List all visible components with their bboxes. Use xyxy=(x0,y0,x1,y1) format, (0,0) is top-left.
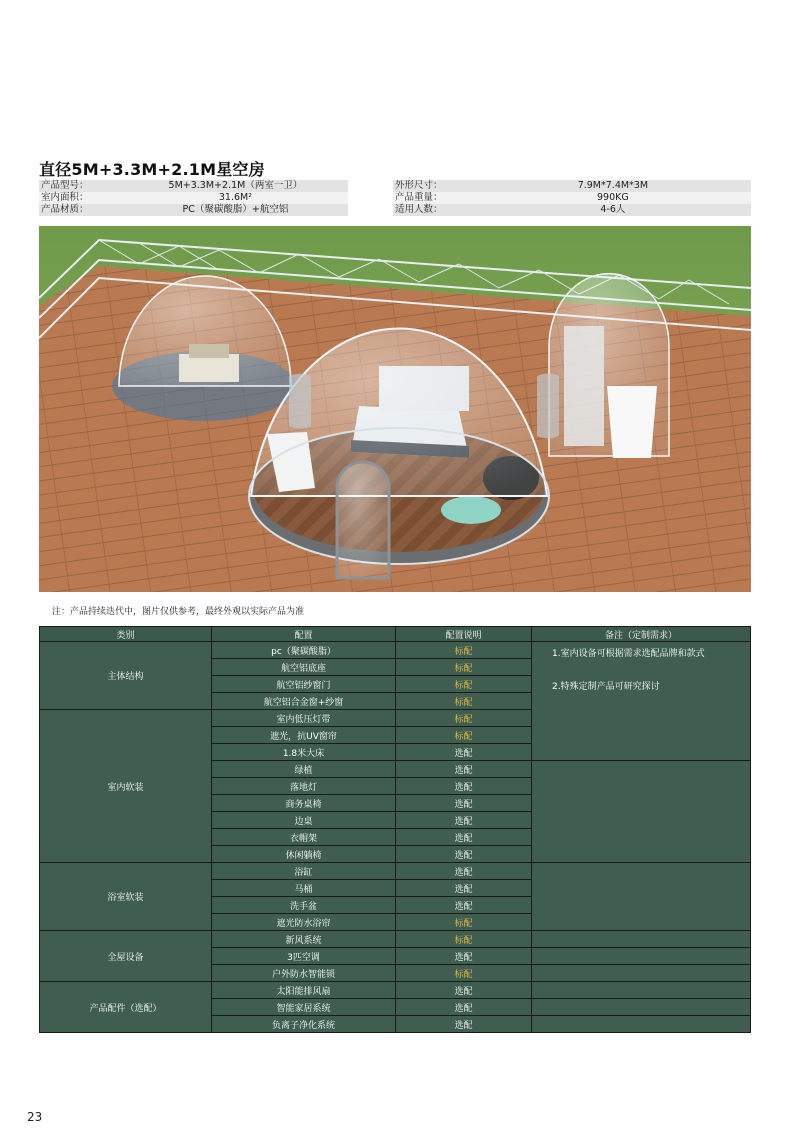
config-item: 休闲躺椅 xyxy=(212,846,396,863)
spec-value: 990KG xyxy=(475,192,751,204)
config-item: 新风系统 xyxy=(212,931,396,948)
remarks-cell-empty xyxy=(532,761,751,863)
configuration-table xyxy=(39,626,751,1033)
config-option: 标配 xyxy=(396,693,532,710)
config-option: 选配 xyxy=(396,999,532,1016)
remarks-cell-empty xyxy=(532,965,751,982)
config-option: 选配 xyxy=(396,846,532,863)
spec-table xyxy=(39,180,751,216)
config-item: 户外防水智能锁 xyxy=(212,965,396,982)
remark-line: 1.室内设备可根据需求选配品牌和款式 xyxy=(552,649,705,659)
config-option: 选配 xyxy=(396,863,532,880)
config-option: 选配 xyxy=(396,812,532,829)
col-header-remarks: 备注（定制需求） xyxy=(532,627,751,642)
table-row xyxy=(40,642,751,659)
col-header-category: 类别 xyxy=(40,627,212,642)
spec-label: 产品材质： xyxy=(39,204,123,216)
remarks-cell-empty xyxy=(532,982,751,999)
config-option: 选配 xyxy=(396,829,532,846)
product-photo xyxy=(39,226,751,592)
config-item: 遮光防水浴帘 xyxy=(212,914,396,931)
config-option: 选配 xyxy=(396,897,532,914)
remarks-cell-empty xyxy=(532,999,751,1016)
spec-label: 室内面积： xyxy=(39,192,123,204)
config-item: 航空铝底座 xyxy=(212,659,396,676)
spec-value: 31.6M² xyxy=(123,192,348,204)
spec-value: 7.9M*7.4M*3M xyxy=(475,180,751,192)
spec-label: 产品重量： xyxy=(393,192,475,204)
page-number: 23 xyxy=(27,1110,43,1124)
category-cell: 全屋设备 xyxy=(40,931,212,982)
config-item: 太阳能排风扇 xyxy=(212,982,396,999)
config-option: 标配 xyxy=(396,931,532,948)
category-cell: 主体结构 xyxy=(40,642,212,710)
col-header-config: 配置 xyxy=(212,627,396,642)
config-item: 洗手盆 xyxy=(212,897,396,914)
config-item: 浴缸 xyxy=(212,863,396,880)
remarks-cell-empty xyxy=(532,863,751,931)
remarks-cell-empty xyxy=(532,948,751,965)
spec-value: PC（聚碳酸脂）+航空铝 xyxy=(123,204,348,216)
config-option: 选配 xyxy=(396,744,532,761)
category-cell: 产品配件（选配） xyxy=(40,982,212,1033)
spec-label: 适用人数： xyxy=(393,204,475,216)
spec-gap xyxy=(348,180,393,192)
spec-label: 外形尺寸： xyxy=(393,180,475,192)
config-option: 选配 xyxy=(396,948,532,965)
config-option: 标配 xyxy=(396,965,532,982)
config-item: 衣帽架 xyxy=(212,829,396,846)
remarks-cell-empty xyxy=(532,1016,751,1033)
config-option: 选配 xyxy=(396,761,532,778)
config-item: pc（聚碳酸脂） xyxy=(212,642,396,659)
spec-row xyxy=(39,192,751,204)
remarks-cell-empty xyxy=(532,931,751,948)
config-item: 航空铝纱窗门 xyxy=(212,676,396,693)
config-item: 商务桌椅 xyxy=(212,795,396,812)
category-cell: 室内软装 xyxy=(40,710,212,863)
spec-row xyxy=(39,204,751,216)
col-header-option: 配置说明 xyxy=(396,627,532,642)
remarks-cell xyxy=(532,642,751,761)
config-option: 标配 xyxy=(396,914,532,931)
config-option: 选配 xyxy=(396,778,532,795)
config-item: 遮光，抗UV窗帘 xyxy=(212,727,396,744)
config-option: 标配 xyxy=(396,659,532,676)
table-row xyxy=(40,982,751,999)
disclaimer-note: 注：产品持续迭代中，图片仅供参考，最终外观以实际产品为准 xyxy=(52,607,305,617)
config-option: 选配 xyxy=(396,880,532,897)
page-title: 直径5M+3.3M+2.1M星空房 xyxy=(39,160,265,179)
spec-gap xyxy=(348,192,393,204)
category-cell: 浴室软装 xyxy=(40,863,212,931)
config-option: 标配 xyxy=(396,642,532,659)
spec-gap xyxy=(348,204,393,216)
config-item: 落地灯 xyxy=(212,778,396,795)
spec-value: 4-6人 xyxy=(475,204,751,216)
table-row xyxy=(40,863,751,880)
table-header-row xyxy=(40,627,751,642)
config-item: 1.8米大床 xyxy=(212,744,396,761)
config-item: 室内低压灯带 xyxy=(212,710,396,727)
table-row xyxy=(40,931,751,948)
config-option: 选配 xyxy=(396,982,532,999)
config-item: 马桶 xyxy=(212,880,396,897)
spec-row xyxy=(39,180,751,192)
config-item: 3匹空调 xyxy=(212,948,396,965)
remark-line: 2.特殊定制产品可研究探讨 xyxy=(552,682,660,692)
config-item: 绿植 xyxy=(212,761,396,778)
config-item: 负离子净化系统 xyxy=(212,1016,396,1033)
config-option: 标配 xyxy=(396,727,532,744)
config-option: 标配 xyxy=(396,710,532,727)
config-option: 选配 xyxy=(396,1016,532,1033)
config-option: 选配 xyxy=(396,795,532,812)
config-item: 航空铝合金窗+纱窗 xyxy=(212,693,396,710)
spec-value: 5M+3.3M+2.1M（两室一卫） xyxy=(123,180,348,192)
config-item: 边桌 xyxy=(212,812,396,829)
config-option: 标配 xyxy=(396,676,532,693)
spec-label: 产品型号： xyxy=(39,180,123,192)
config-item: 智能家居系统 xyxy=(212,999,396,1016)
